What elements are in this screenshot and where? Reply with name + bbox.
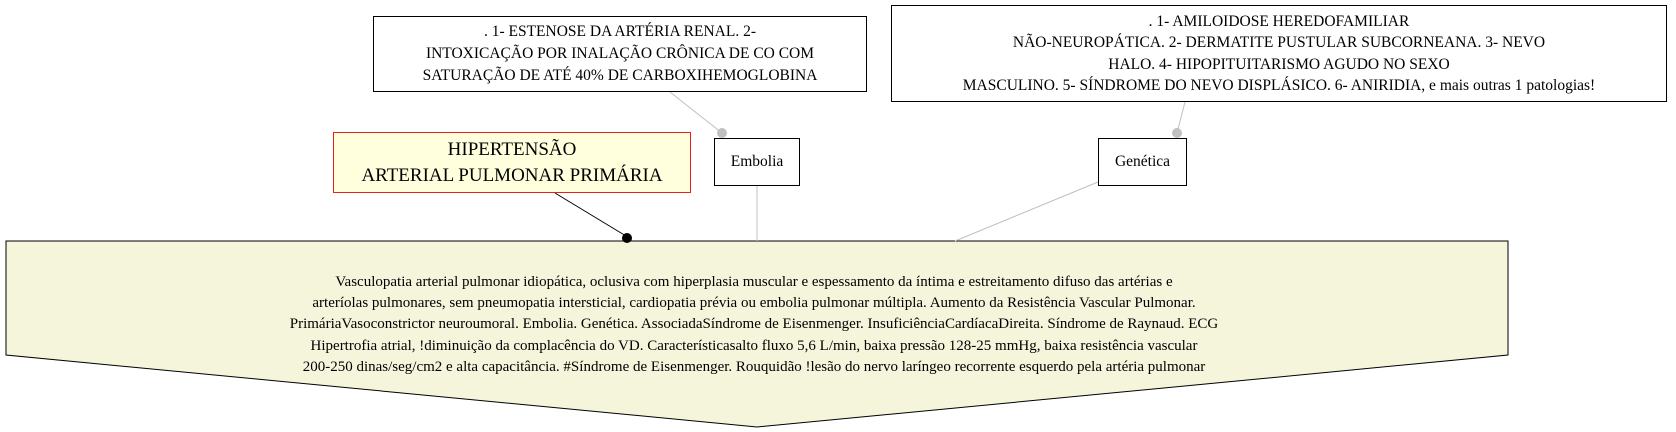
- main-node-line: Hipertrofia atrial, !diminuição da complacência do VD. Característicasalto fluxo 5,6 L/min, baixa pressão 128-25 mmHg, baixa resistência vascular: [310, 337, 1198, 354]
- genetica-details-text: [963, 11, 1595, 97]
- edge-title-to-main: [555, 193, 626, 236]
- embolia-details-line: SATURAÇÃO DE ATÉ 40% DE CARBOXIHEMOGLOBINA: [422, 67, 818, 84]
- genetica-node: [1098, 138, 1187, 186]
- genetica-details-line: MASCULINO. 5- SÍNDROME DO NEVO DISPLÁSICO. 6- ANIRIDIA, e mais outras 1 patologias!: [962, 77, 1596, 94]
- genetica-details-line: . 1- AMILOIDOSE HEREDOFAMILIAR: [1148, 12, 1410, 30]
- embolia-node: [714, 138, 800, 186]
- edge-genetica-to-main: [955, 182, 1098, 241]
- title-node-text: [361, 137, 662, 189]
- genetica-node-label: Genética: [1114, 153, 1171, 170]
- embolia-details-text: [423, 21, 818, 87]
- title-node-line: ARTERIAL PULMONAR PRIMÁRIA: [361, 164, 663, 186]
- title-node-line: HIPERTENSÃO: [447, 138, 577, 160]
- embolia-node-label: Embolia: [730, 153, 784, 170]
- embolia-details-line: . 1- ESTENOSE DA ARTÉRIA RENAL. 2-: [483, 23, 757, 40]
- main-node-text: [160, 272, 1348, 378]
- main-node-line: PrimáriaVasoconstrictor neuroumoral. Embolia. Genética. AssociadaSíndrome de Eisenmenger. InsuficiênciaCardíacaDireita. Síndrome de Raynaud. ECG: [289, 316, 1219, 333]
- edge-dot-embolia: [717, 128, 727, 138]
- embolia-details-box: [373, 16, 867, 92]
- edge-dot-main: [622, 233, 632, 243]
- main-node-line: 200-250 dinas/seg/cm2 e alta capacitância. #Síndrome de Eisenmenger. Rouquidão !lesão do nervo laríngeo recorrente esquerdo pela artéria pulmonar: [302, 358, 1206, 375]
- embolia-details-line: INTOXICAÇÃO POR INALAÇÃO CRÔNICA DE CO COM: [425, 45, 815, 62]
- genetica-details-box: [891, 5, 1667, 102]
- edge-dot-genetica: [1172, 128, 1182, 138]
- genetica-details-line: HALO. 4- HIPOPITUITARISMO AGUDO NO SEXO: [1108, 55, 1450, 73]
- main-node-line: arteríolas pulmonares, sem pneumopatia intersticial, cardiopatia prévia ou embolia pulmonar múltipla. Aumento da Resistência Vascular Pulmonar.: [312, 295, 1196, 312]
- edge-renal-to-embolia: [670, 92, 722, 133]
- genetica-details-line: NÃO-NEUROPÁTICA. 2- DERMATITE PUSTULAR SUBCORNEANA. 3- NEVO: [1012, 34, 1546, 51]
- title-node: [333, 132, 691, 193]
- main-node-line: Vasculopatia arterial pulmonar idiopática, oclusiva com hiperplasia muscular e espessamento da íntima e estreitamento difuso das artérias e: [335, 274, 1173, 290]
